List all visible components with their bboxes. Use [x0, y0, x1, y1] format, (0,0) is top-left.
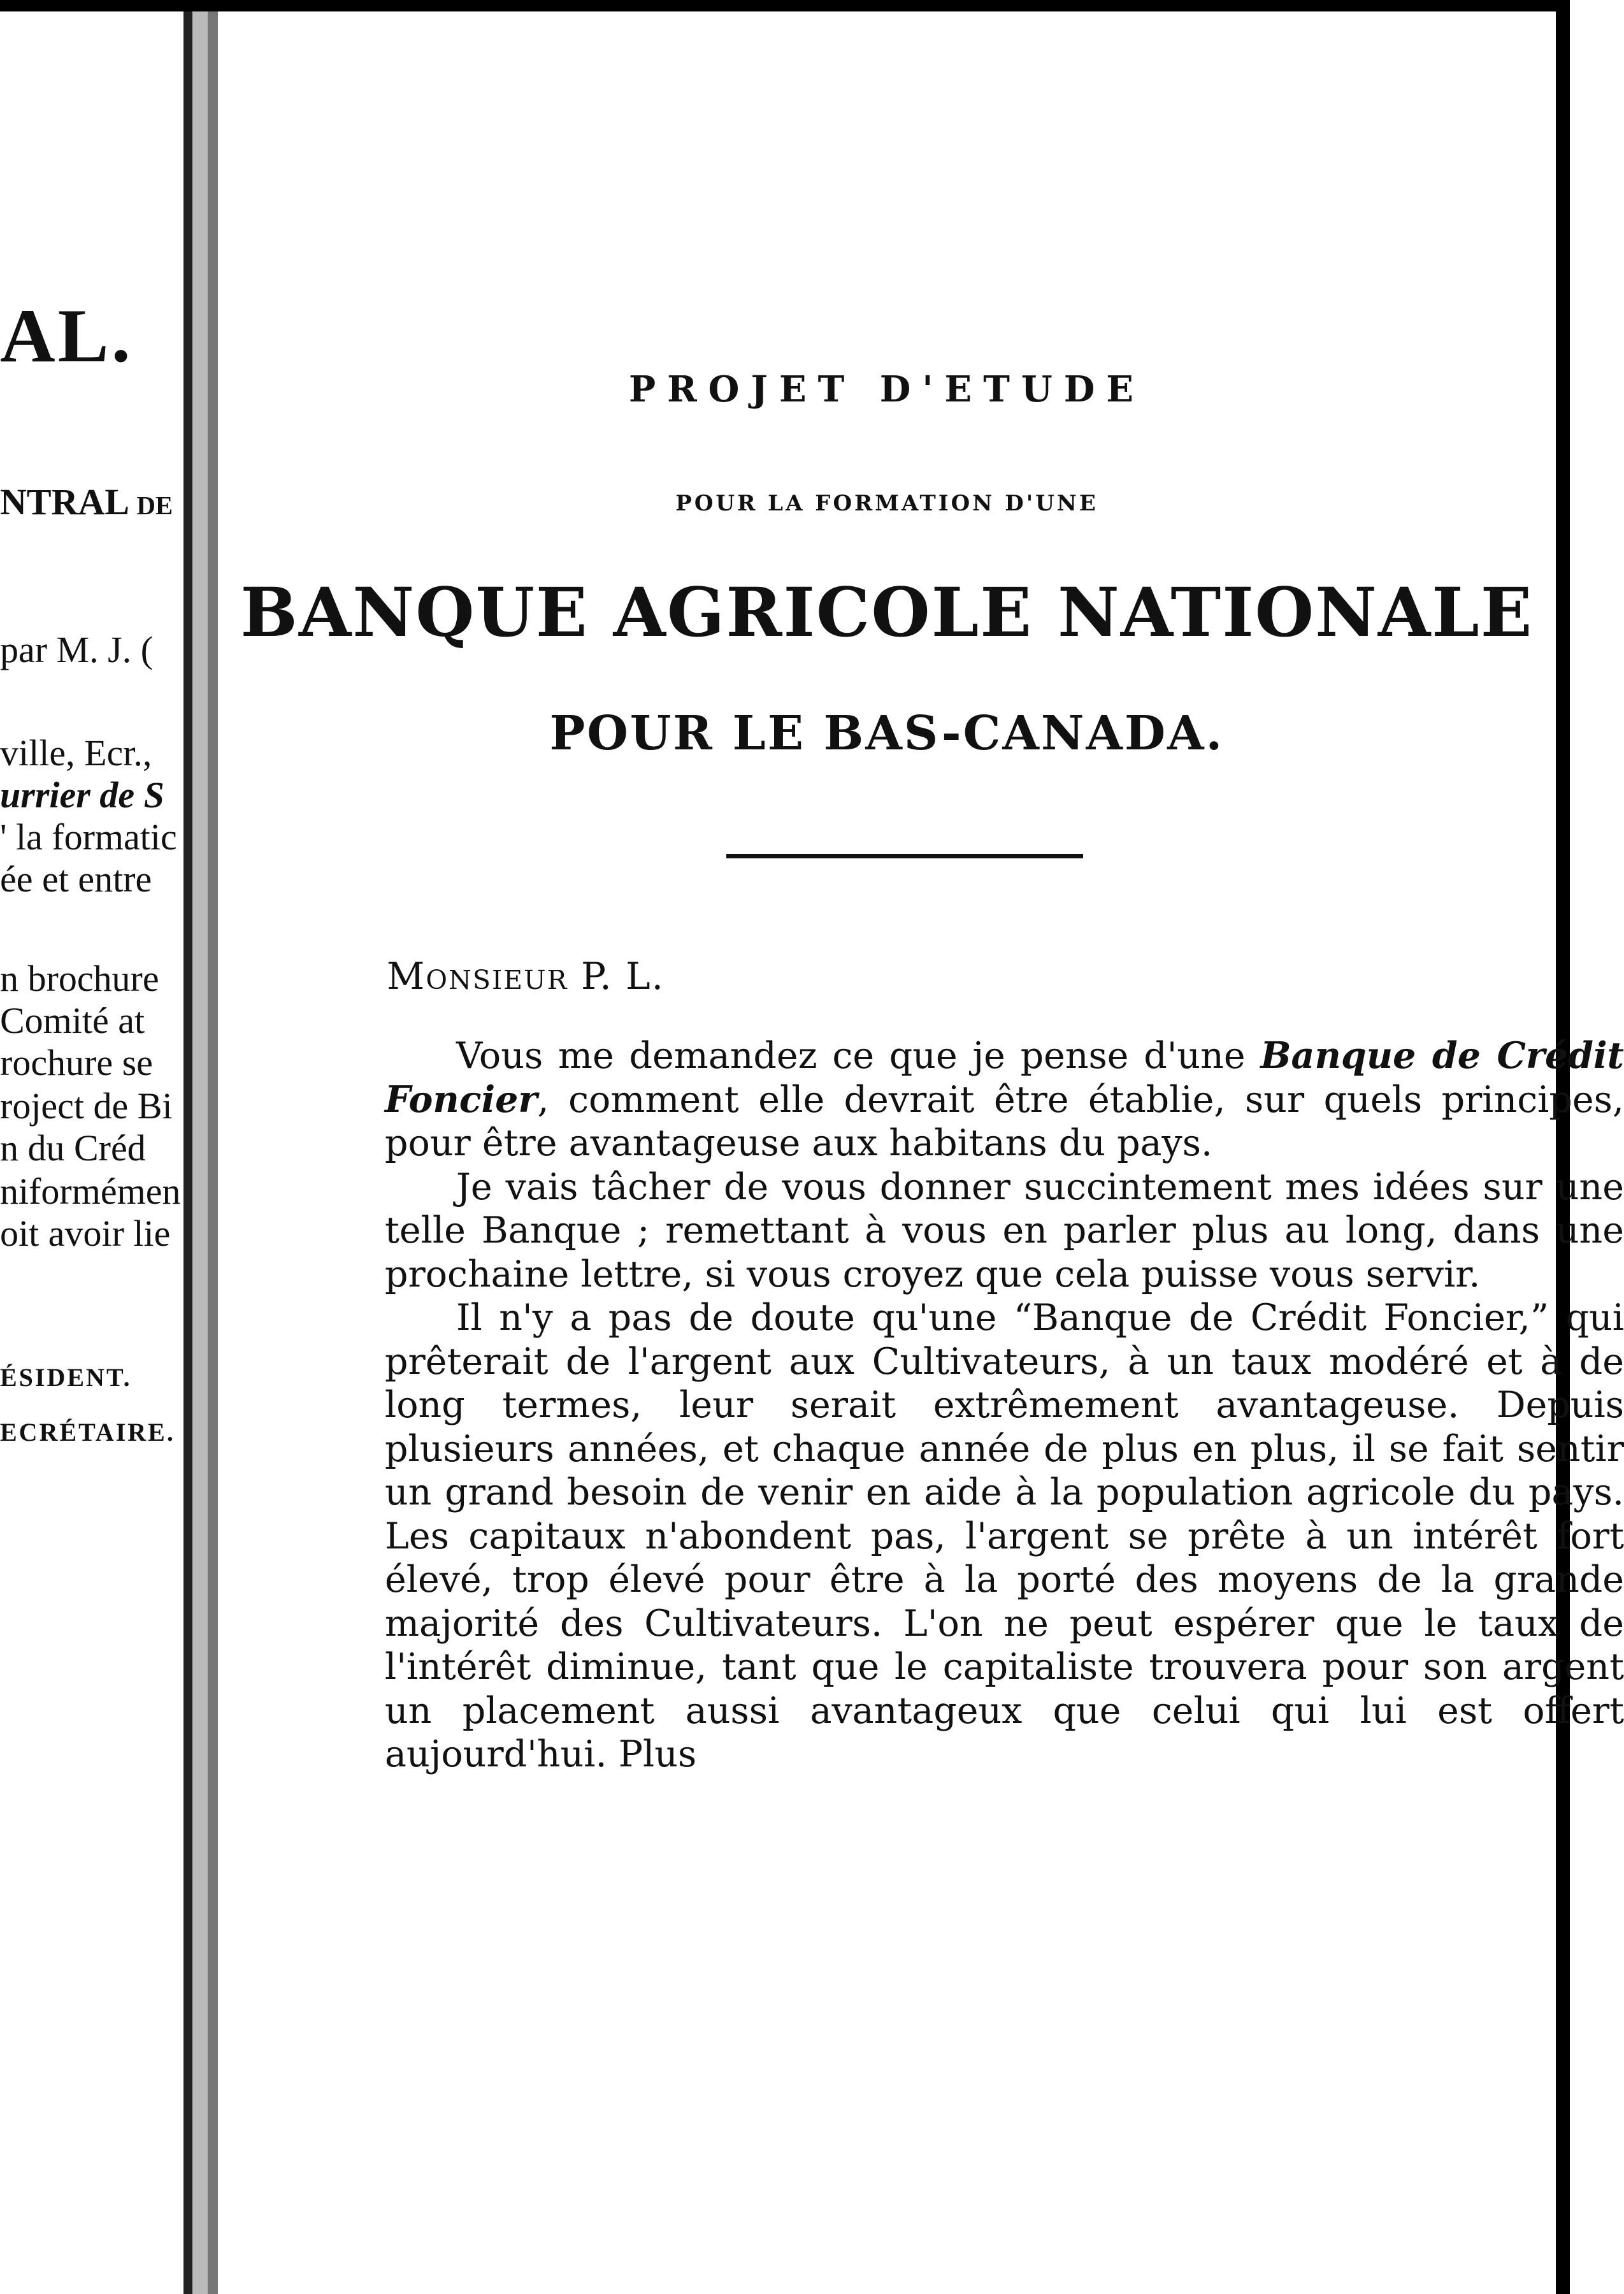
- paragraph: Je vais tâcher de vous donner succintement mes idées sur une telle Banque ; remettant à vous en parler plus au long, dans une prochaine lettre, si vous croyez que cela puisse vous servir.: [385, 1165, 1624, 1295]
- paragraph-text: Vous me demandez ce que je pense d'une: [456, 1035, 1261, 1077]
- left-line: n brochure: [0, 958, 159, 999]
- left-line: oit avoir lie: [0, 1213, 171, 1254]
- main-page: [218, 11, 1624, 2294]
- subtitle: POUR LA FORMATION D'UNE: [675, 491, 1098, 516]
- letter-body: [385, 1034, 1624, 1777]
- left-line: par M. J. (: [0, 629, 154, 670]
- page-title: BANQUE AGRICOLE NATIONALE: [240, 572, 1534, 652]
- book-gutter: [183, 11, 192, 2294]
- left-line: rochure se: [0, 1042, 153, 1083]
- left-line: ECRÉTAIRE.: [0, 1418, 175, 1446]
- scan-border-top: [0, 0, 1570, 11]
- page-subtitle: POUR LE BAS-CANADA.: [549, 706, 1225, 761]
- facing-page-fragment: [0, 11, 186, 2280]
- title-small: PROJET D'ETUDE: [629, 368, 1145, 410]
- emphasis-text: Banque de Crédit Foncier: [385, 1034, 1624, 1121]
- left-line: n du Créd: [0, 1127, 146, 1169]
- left-line: NTRAL de: [0, 481, 173, 523]
- book-gutter: [192, 11, 208, 2294]
- paragraph: [385, 1034, 1624, 1165]
- left-line: ' la formatic: [0, 816, 177, 858]
- paragraph: Il n'y a pas de doute qu'une “Banque de Crédit Foncier,” qui prêterait de l'argent aux Cultivateurs, à un taux modéré et à de long termes, leur serait extrêmement avantageuse. Depuis plusieurs années, et chaque année de plus en plus, il se fait sentir un grand besoin de venir en aide à la population agricole du pays. Les capitaux n'abondent pas, l'argent se prête à un intérêt fort élevé, trop élevé pour être à la porté des moyens de la grande majorité des Cultivateurs. L'on ne peut espérer que le taux de l'intérêt diminue, tant que le capitaliste trouvera pour son argent un placement aussi avantageux que celui qui lui est offert aujourd'hui. Plus: [385, 1297, 1624, 1775]
- divider: [726, 854, 1083, 858]
- salutation: Monsieur P. L.: [387, 955, 665, 998]
- book-gutter: [208, 11, 218, 2294]
- left-line: AL.: [0, 293, 133, 378]
- left-line: niformémen: [0, 1171, 181, 1212]
- left-line: ÉSIDENT.: [0, 1363, 132, 1392]
- left-line: Comité at: [0, 1000, 145, 1041]
- left-line: ée et entre: [0, 858, 152, 900]
- left-line: urrier de S: [0, 774, 164, 816]
- paragraph-text: , comment elle devrait être établie, sur quels principes, pour être avantageuse aux habitans du pays.: [385, 1078, 1624, 1164]
- left-line: roject de Bi: [0, 1085, 173, 1127]
- left-line: ville, Ecr.,: [0, 732, 152, 774]
